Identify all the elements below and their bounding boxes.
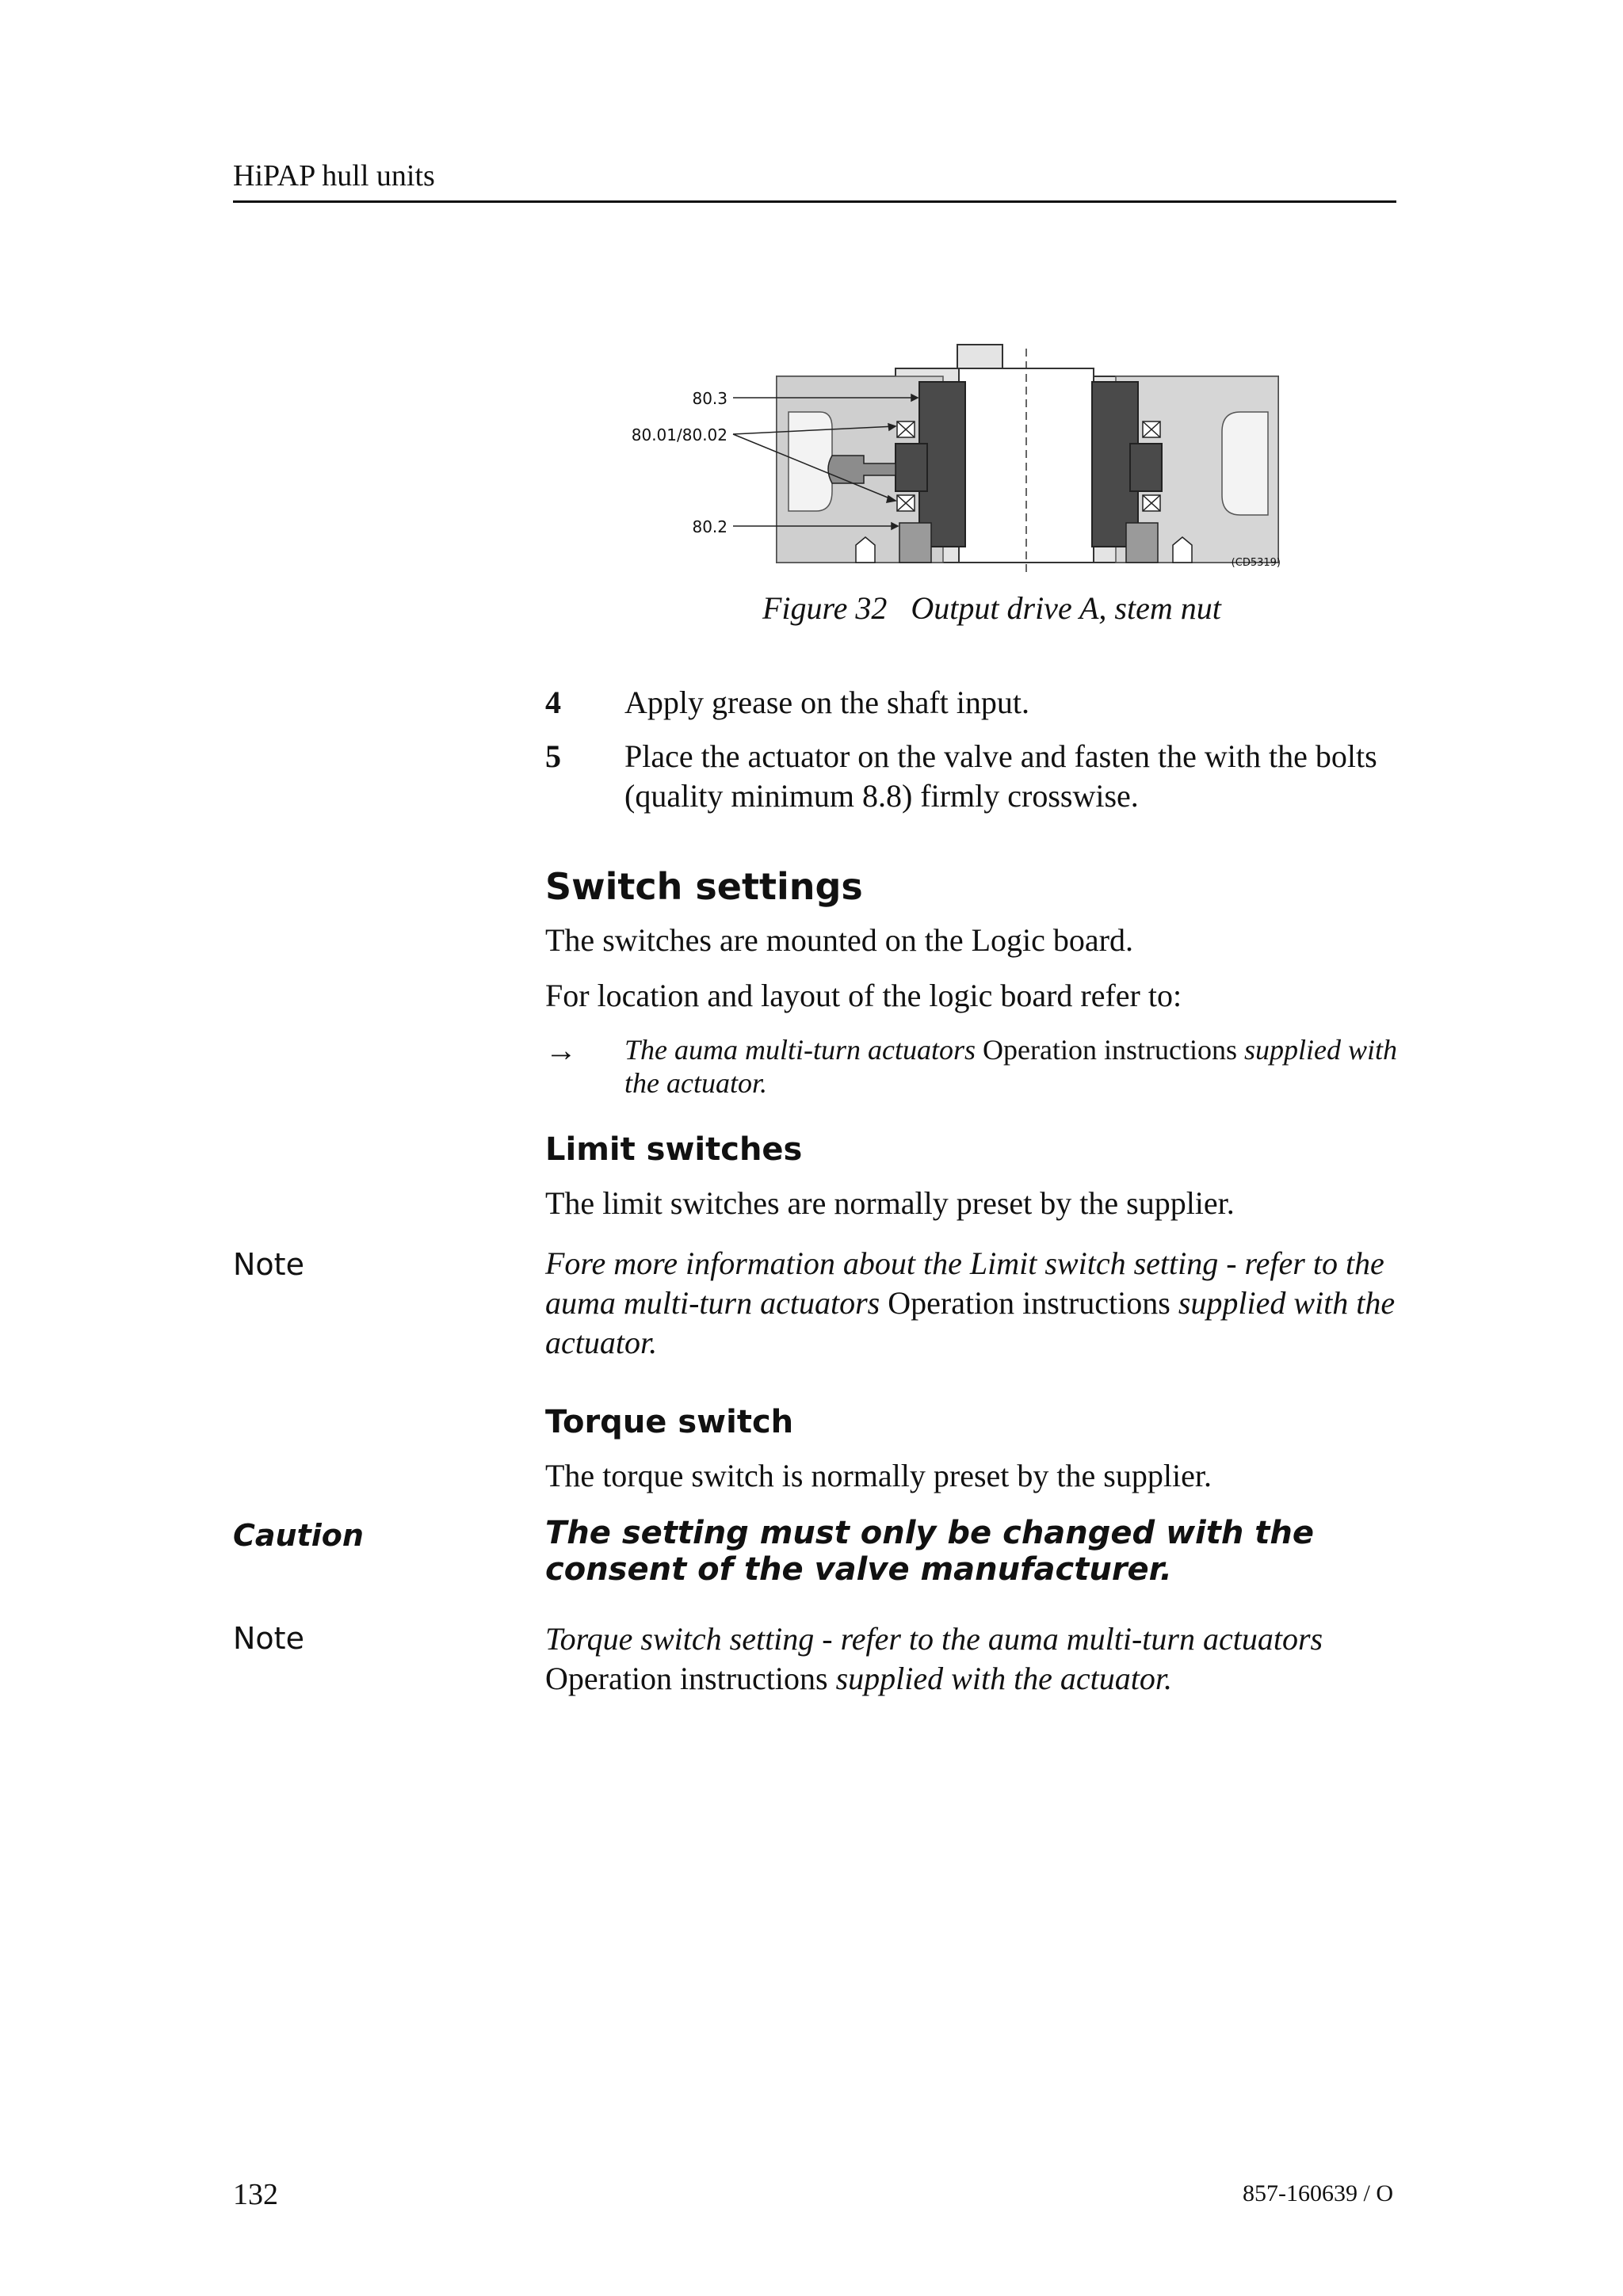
retainer-right bbox=[1126, 523, 1158, 563]
heading-limit-switches: Limit switches bbox=[545, 1131, 803, 1168]
limit-switches-para: The limit switches are normally preset by the supplier. bbox=[545, 1185, 1235, 1221]
figure-code: (CD5319) bbox=[1231, 557, 1281, 569]
note-label: Note bbox=[233, 1621, 304, 1656]
note-label: Note bbox=[233, 1247, 304, 1282]
callout-80-01-80-02: 80.01/80.02 bbox=[631, 425, 727, 444]
reference-text bbox=[624, 1033, 1401, 1100]
running-header: HiPAP hull units bbox=[233, 159, 435, 193]
caution-text: The setting must only be changed with the consent of the valve manufacturer. bbox=[545, 1515, 1314, 1588]
heading-torque-switch: Torque switch bbox=[545, 1404, 794, 1440]
torque-note-part-1: Torque switch setting - refer to the auma multi-turn actuators bbox=[545, 1621, 1323, 1657]
step-text: Apply grease on the shaft input. bbox=[624, 685, 1029, 720]
torque-note-part-2: Operation instructions bbox=[545, 1661, 836, 1696]
step-text: Place the actuator on the valve and fasten the with the bolts (quality minimum 8.8) firmly crosswise. bbox=[624, 738, 1377, 814]
switch-settings-para-2: For location and layout of the logic board refer to: bbox=[545, 978, 1182, 1013]
torque-note-text bbox=[545, 1619, 1401, 1699]
torque-switch-para: The torque switch is normally preset by the supplier. bbox=[545, 1458, 1212, 1493]
limit-note-part-1: Fore more information about the Limit switch setting - refer to the auma multi-turn actuators bbox=[545, 1245, 1384, 1321]
housing-right-cavity bbox=[1222, 412, 1268, 515]
heading-switch-settings: Switch settings bbox=[545, 865, 863, 908]
step-number: 4 bbox=[545, 685, 561, 720]
page-number: 132 bbox=[233, 2178, 278, 2211]
document-number: 857-160639 / O bbox=[1243, 2180, 1393, 2206]
header-rule bbox=[233, 200, 1396, 203]
limit-note-part-2: Operation instructions bbox=[880, 1285, 1178, 1321]
switch-settings-para-1: The switches are mounted on the Logic board. bbox=[545, 922, 1133, 958]
reference-part-1: The auma multi-turn actuators bbox=[624, 1034, 976, 1066]
figure-caption-number: Figure 32 bbox=[762, 590, 888, 626]
figure-caption-title: Output drive A, stem nut bbox=[911, 590, 1221, 626]
housing-left-cavity bbox=[789, 412, 832, 511]
reference-part-2: Operation instructions bbox=[976, 1034, 1244, 1066]
caution-label: Caution bbox=[233, 1518, 364, 1553]
limit-note-part-3: supplied with the actuator. bbox=[545, 1285, 1396, 1360]
stem-nut-right-flange bbox=[1130, 444, 1162, 491]
reference-arrow: → bbox=[545, 1032, 577, 1068]
output-drive-figure bbox=[626, 333, 1292, 578]
limit-note-text bbox=[545, 1244, 1401, 1363]
stem-nut-left-flange bbox=[896, 444, 927, 491]
torque-note-part-3: supplied with the actuator. bbox=[835, 1661, 1173, 1696]
callout-80-3: 80.3 bbox=[692, 389, 727, 408]
retainer-left bbox=[899, 523, 931, 563]
step-number: 5 bbox=[545, 738, 561, 774]
callout-80-2: 80.2 bbox=[692, 517, 727, 536]
reference-part-3: supplied with the actuator. bbox=[624, 1034, 1397, 1099]
figure-caption bbox=[762, 589, 1221, 627]
